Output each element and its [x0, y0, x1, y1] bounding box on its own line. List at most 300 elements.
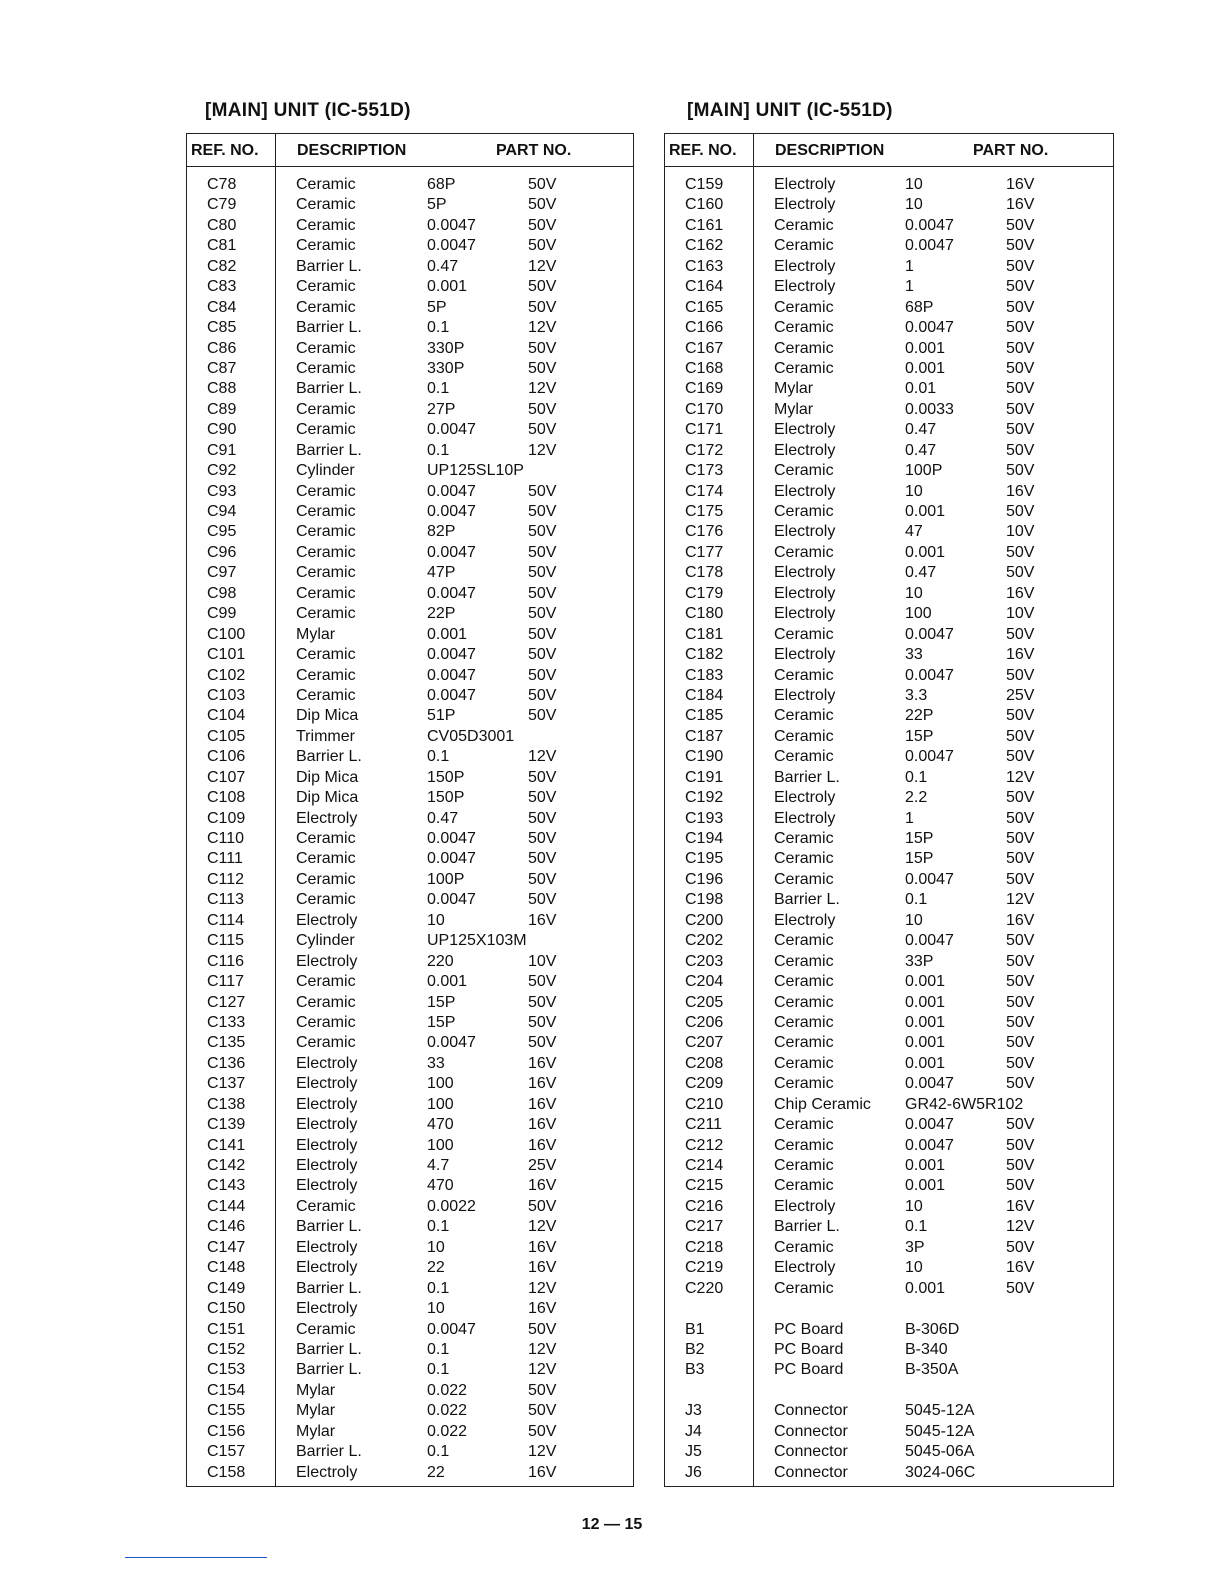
cell-description: Ceramic [296, 1197, 356, 1215]
cell-voltage: 50V [528, 686, 557, 704]
cell-value: 0.0047 [427, 686, 476, 704]
cell-value: 0.1 [427, 441, 450, 459]
cell-voltage: 50V [1006, 1034, 1035, 1052]
cell-voltage: 16V [528, 1177, 557, 1195]
cell-description: Electroly [774, 789, 836, 807]
table-row [187, 1258, 633, 1278]
cell-ref-no: C80 [207, 216, 237, 234]
cell-ref-no: C95 [207, 523, 237, 541]
cell-value: 68P [905, 298, 934, 316]
cell-description: Ceramic [774, 462, 834, 480]
cell-ref-no: C112 [207, 870, 245, 888]
cell-ref-no: C219 [685, 1259, 724, 1277]
table-row [187, 1074, 633, 1094]
cell-voltage: 50V [528, 1381, 557, 1399]
right-header-ref: REF. NO. [669, 142, 737, 159]
table-row [665, 931, 1113, 951]
table-row [187, 952, 633, 972]
cell-ref-no: C97 [207, 564, 237, 582]
cell-voltage: 50V [1006, 319, 1035, 337]
cell-value: 0.0047 [427, 666, 476, 684]
cell-value: 0.0047 [427, 891, 476, 909]
cell-voltage: 16V [528, 1300, 557, 1318]
cell-value: 5P [427, 298, 447, 316]
cell-ref-no: C207 [685, 1034, 724, 1052]
cell-description: Ceramic [296, 1013, 356, 1031]
cell-description: Electroly [774, 686, 836, 704]
cell-voltage: 50V [528, 809, 557, 827]
cell-value: 22 [427, 1259, 445, 1277]
cell-ref-no: J3 [685, 1402, 702, 1420]
cell-voltage: 16V [1006, 646, 1035, 664]
cell-description: Ceramic [296, 278, 356, 296]
table-row [187, 706, 633, 726]
cell-description: Electroly [296, 1259, 358, 1277]
cell-description: Ceramic [774, 1136, 834, 1154]
cell-value: 0.001 [905, 993, 946, 1011]
cell-value: 33 [427, 1054, 445, 1072]
table-row [665, 1136, 1113, 1156]
cell-ref-no: C113 [207, 891, 245, 909]
cell-description: PC Board [774, 1320, 844, 1338]
cell-ref-no: C208 [685, 1054, 724, 1072]
table-row [187, 666, 633, 686]
table-row [187, 1381, 633, 1401]
right-table-body [665, 175, 1113, 1483]
table-row [187, 1360, 633, 1380]
table-row [665, 175, 1113, 195]
cell-value: 0.001 [905, 973, 946, 991]
cell-value: 0.022 [427, 1402, 468, 1420]
cell-ref-no: C192 [685, 789, 724, 807]
cell-value: 0.0047 [427, 584, 476, 602]
cell-ref-no: C99 [207, 605, 237, 623]
cell-description: Electroly [296, 1054, 358, 1072]
table-row [665, 1217, 1113, 1237]
cell-ref-no: C150 [207, 1300, 246, 1318]
cell-voltage: 50V [528, 768, 557, 786]
cell-description: Barrier L. [296, 319, 362, 337]
cell-voltage: 16V [1006, 176, 1035, 193]
cell-ref-no: C138 [207, 1095, 246, 1113]
cell-voltage: 16V [1006, 584, 1035, 602]
cell-ref-no: C151 [207, 1320, 246, 1338]
cell-description: Ceramic [774, 1013, 834, 1031]
cell-voltage: 50V [528, 503, 557, 520]
cell-ref-no: B2 [685, 1340, 705, 1358]
cell-description: Ceramic [296, 543, 356, 561]
cell-value: 0.1 [427, 1279, 450, 1297]
cell-value: 1 [905, 278, 914, 296]
cell-description: Electroly [296, 911, 358, 929]
cell-ref-no: C147 [207, 1238, 246, 1256]
cell-ref-no: C104 [207, 707, 246, 725]
cell-ref-no: C167 [685, 339, 724, 357]
cell-value: 15P [905, 830, 934, 847]
cell-value: 0.47 [905, 564, 937, 582]
cell-description: Mylar [296, 1381, 336, 1399]
cell-ref-no: C91 [207, 441, 237, 459]
cell-value: 3024-06C [905, 1463, 976, 1481]
table-row [665, 216, 1113, 236]
cell-description: Ceramic [774, 1116, 834, 1134]
cell-value: 10 [905, 1259, 923, 1277]
cell-description: Electroly [774, 257, 836, 275]
cell-value: 15P [427, 1013, 456, 1031]
table-row [665, 768, 1113, 788]
cell-ref-no: C79 [207, 196, 237, 214]
cell-description: Ceramic [774, 503, 834, 520]
cell-description: Electroly [296, 809, 358, 827]
table-row [187, 1299, 633, 1319]
cell-voltage: 16V [528, 1463, 557, 1481]
cell-description: Ceramic [296, 830, 356, 847]
cell-value: 10 [905, 482, 923, 500]
cell-value: 3P [905, 1238, 925, 1256]
left-table-body [187, 175, 633, 1483]
cell-voltage: 50V [1006, 932, 1035, 950]
cell-description: Ceramic [774, 1177, 834, 1195]
cell-description: Electroly [296, 1095, 358, 1113]
cell-value: 0.1 [427, 1218, 450, 1236]
cell-ref-no: C220 [685, 1279, 724, 1297]
cell-voltage: 10V [1006, 605, 1035, 623]
cell-description: Barrier L. [296, 1443, 362, 1461]
cell-value: 0.0047 [905, 625, 954, 643]
cell-ref-no: C116 [207, 952, 245, 970]
table-row [665, 788, 1113, 808]
cell-voltage: 50V [528, 830, 557, 847]
cell-description: Barrier L. [774, 768, 840, 786]
cell-ref-no: C149 [207, 1279, 246, 1297]
cell-value: 100P [905, 462, 943, 480]
cell-ref-no: C157 [207, 1443, 246, 1461]
table-row [187, 1197, 633, 1217]
cell-description: Ceramic [296, 237, 356, 255]
cell-description: Ceramic [774, 830, 834, 847]
cell-description: Ceramic [774, 1034, 834, 1052]
cell-value: 0.0047 [905, 237, 954, 255]
cell-voltage: 10V [1006, 523, 1035, 541]
cell-description: Barrier L. [296, 380, 362, 398]
cell-description: Ceramic [774, 666, 834, 684]
cell-description: Ceramic [296, 891, 356, 909]
cell-value: B-350A [905, 1361, 959, 1379]
cell-voltage: 50V [1006, 462, 1035, 480]
cell-value: 0.0047 [427, 1320, 476, 1338]
cell-voltage: 50V [1006, 237, 1035, 255]
table-row [665, 1013, 1113, 1033]
cell-value: 0.001 [905, 1054, 946, 1072]
table-row [665, 849, 1113, 869]
cell-voltage: 50V [1006, 789, 1035, 807]
table-row [665, 1401, 1113, 1421]
cell-voltage: 50V [528, 584, 557, 602]
cell-value: 33 [905, 646, 923, 664]
cell-ref-no: C165 [685, 298, 724, 316]
cell-ref-no: C218 [685, 1238, 724, 1256]
cell-ref-no: C173 [685, 462, 724, 480]
cell-description: PC Board [774, 1340, 844, 1358]
cell-value: 0.0047 [427, 503, 476, 520]
cell-description: Ceramic [296, 503, 356, 520]
table-row [665, 972, 1113, 992]
cell-description: Ceramic [296, 973, 356, 991]
cell-voltage: 12V [528, 319, 557, 337]
cell-ref-no: C187 [685, 727, 724, 745]
cell-voltage: 12V [528, 1218, 557, 1236]
cell-voltage: 50V [1006, 1177, 1035, 1195]
cell-ref-no: C148 [207, 1259, 246, 1277]
table-row [187, 236, 633, 256]
cell-ref-no: C78 [207, 176, 237, 193]
cell-description: Ceramic [774, 1075, 834, 1093]
cell-value: 0.0047 [905, 748, 954, 766]
cell-ref-no: C144 [207, 1197, 246, 1215]
cell-voltage: 16V [1006, 482, 1035, 500]
cell-value: UP125SL10P [427, 462, 524, 480]
cell-voltage: 50V [528, 1422, 557, 1440]
cell-value: 10 [905, 1197, 923, 1215]
cell-ref-no: C86 [207, 339, 237, 357]
cell-ref-no: C115 [207, 932, 245, 950]
cell-ref-no: C195 [685, 850, 724, 868]
cell-ref-no: J6 [685, 1463, 702, 1481]
cell-ref-no: C170 [685, 400, 724, 418]
cell-value: 0.0047 [905, 666, 954, 684]
table-row [187, 563, 633, 583]
left-unit-title: [MAIN] UNIT (IC-551D) [205, 100, 411, 121]
table-row [665, 1197, 1113, 1217]
cell-description: Electroly [774, 646, 836, 664]
cell-ref-no: C174 [685, 482, 724, 500]
cell-ref-no: C212 [685, 1136, 724, 1154]
table-row [187, 890, 633, 910]
cell-voltage: 50V [1006, 298, 1035, 316]
table-row [665, 318, 1113, 338]
cell-description: Electroly [296, 1300, 358, 1318]
table-row [187, 1238, 633, 1258]
cell-description: Ceramic [296, 666, 356, 684]
cell-value: 0.001 [427, 625, 468, 643]
table-row [187, 522, 633, 542]
table-row [665, 1115, 1113, 1135]
cell-description: Mylar [296, 625, 336, 643]
cell-description: Ceramic [774, 319, 834, 337]
cell-value: 10 [905, 911, 923, 929]
table-row [187, 768, 633, 788]
cell-value: 0.0047 [427, 421, 476, 439]
cell-value: 1 [905, 809, 914, 827]
table-row [665, 420, 1113, 440]
table-row [187, 400, 633, 420]
right-parts-table [664, 133, 1114, 1487]
cell-ref-no: C90 [207, 421, 237, 439]
cell-value: 1 [905, 257, 914, 275]
cell-description: Ceramic [774, 870, 834, 888]
cell-value: 0.001 [905, 1177, 946, 1195]
cell-voltage: 12V [528, 380, 557, 398]
cell-voltage: 50V [1006, 973, 1035, 991]
cell-voltage: 12V [1006, 891, 1035, 909]
cell-description: Electroly [774, 278, 836, 296]
cell-value: GR42-6W5R102 [905, 1095, 1024, 1113]
cell-ref-no: C83 [207, 278, 237, 296]
cell-description: Barrier L. [296, 748, 362, 766]
table-row [665, 298, 1113, 318]
cell-value: 0.1 [905, 1218, 928, 1236]
cell-value: 100 [427, 1075, 454, 1093]
table-row [187, 809, 633, 829]
cell-ref-no: C155 [207, 1402, 246, 1420]
cell-description: Ceramic [296, 850, 356, 868]
table-row [187, 543, 633, 563]
cell-ref-no: B1 [685, 1320, 705, 1338]
cell-description: Cylinder [296, 932, 355, 950]
cell-voltage: 50V [1006, 216, 1035, 234]
cell-value: 0.001 [905, 1013, 946, 1031]
cell-description: Ceramic [774, 1279, 834, 1297]
cell-ref-no: C106 [207, 748, 246, 766]
cell-ref-no: C137 [207, 1075, 246, 1093]
cell-value: 100 [427, 1136, 454, 1154]
cell-ref-no: C205 [685, 993, 724, 1011]
cell-voltage: 12V [528, 1340, 557, 1358]
cell-ref-no: C164 [685, 278, 724, 296]
cell-value: B-340 [905, 1340, 948, 1358]
cell-value: 0.001 [905, 1034, 946, 1052]
cell-value: 0.0047 [427, 850, 476, 868]
cell-description: Ceramic [296, 564, 356, 582]
cell-voltage: 16V [528, 1054, 557, 1072]
table-row [665, 829, 1113, 849]
table-row [665, 195, 1113, 215]
cell-value: 470 [427, 1116, 454, 1134]
cell-voltage: 50V [1006, 707, 1035, 725]
cell-voltage: 12V [528, 748, 557, 766]
cell-description: Ceramic [296, 421, 356, 439]
cell-description: Ceramic [296, 870, 356, 888]
cell-value: 0.1 [427, 1443, 450, 1461]
cell-value: 68P [427, 176, 456, 193]
cell-voltage: 50V [528, 298, 557, 316]
cell-ref-no: C175 [685, 503, 724, 520]
table-row [665, 747, 1113, 767]
cell-ref-no: C191 [685, 768, 724, 786]
table-row [187, 747, 633, 767]
table-row [187, 1320, 633, 1340]
cell-voltage: 50V [528, 1402, 557, 1420]
cell-description: Connector [774, 1422, 848, 1440]
cell-description: Ceramic [296, 176, 356, 193]
cell-description: Chip Ceramic [774, 1095, 871, 1113]
table-row [665, 1320, 1113, 1340]
cell-voltage: 50V [1006, 993, 1035, 1011]
table-row [665, 645, 1113, 665]
cell-description: Ceramic [296, 605, 356, 623]
cell-ref-no: C102 [207, 666, 246, 684]
cell-value: 22 [427, 1463, 445, 1481]
cell-description: Cylinder [296, 462, 355, 480]
cell-ref-no: C203 [685, 952, 724, 970]
cell-value: 2.2 [905, 789, 928, 807]
cell-value: 330P [427, 339, 465, 357]
cell-voltage: 50V [1006, 748, 1035, 766]
cell-description: Ceramic [296, 400, 356, 418]
cell-ref-no: C101 [207, 646, 246, 664]
cell-description: Mylar [296, 1422, 336, 1440]
table-row [665, 236, 1113, 256]
table-row [665, 1156, 1113, 1176]
cell-value: 22P [905, 707, 934, 725]
table-row [187, 829, 633, 849]
table-row [665, 706, 1113, 726]
cell-value: 0.1 [905, 768, 928, 786]
cell-description: Electroly [296, 1238, 358, 1256]
cell-description: Electroly [774, 421, 836, 439]
page-number: 12 — 15 [581, 1516, 643, 1533]
table-row [187, 727, 633, 747]
cell-voltage: 16V [1006, 196, 1035, 214]
cell-description: Electroly [774, 911, 836, 929]
cell-description: Ceramic [774, 216, 834, 234]
cell-voltage: 50V [528, 523, 557, 541]
cell-voltage: 50V [1006, 503, 1035, 520]
cell-description: Ceramic [774, 1054, 834, 1072]
cell-ref-no: C89 [207, 400, 237, 418]
cell-value: 0.001 [905, 1279, 946, 1297]
cell-ref-no: C117 [207, 973, 245, 991]
table-row [665, 686, 1113, 706]
cell-description: Electroly [774, 1197, 836, 1215]
cell-ref-no: C82 [207, 257, 237, 275]
cell-ref-no: C198 [685, 891, 724, 909]
cell-voltage: 12V [528, 1443, 557, 1461]
cell-voltage: 50V [528, 278, 557, 296]
table-row [187, 298, 633, 318]
table-row [665, 400, 1113, 420]
cell-ref-no: C98 [207, 584, 237, 602]
cell-voltage: 50V [528, 870, 557, 888]
cell-voltage: 50V [1006, 830, 1035, 847]
cell-value: 0.0047 [905, 1075, 954, 1093]
table-row [187, 1422, 633, 1442]
right-header-part: PART NO. [973, 142, 1049, 159]
cell-description: Ceramic [296, 523, 356, 541]
table-row [187, 420, 633, 440]
cell-voltage: 50V [528, 421, 557, 439]
table-row [187, 195, 633, 215]
cell-ref-no: C158 [207, 1463, 246, 1481]
table-row [665, 1360, 1113, 1380]
cell-value: 0.47 [905, 421, 937, 439]
cell-value: 0.1 [905, 891, 928, 909]
cell-voltage: 50V [528, 237, 557, 255]
cell-description: Trimmer [296, 727, 355, 745]
cell-value: 15P [905, 727, 934, 745]
cell-value: 0.47 [905, 441, 937, 459]
cell-value: 27P [427, 400, 456, 418]
cell-description: Dip Mica [296, 789, 359, 807]
cell-value: 0.1 [427, 380, 450, 398]
cell-ref-no: C93 [207, 482, 237, 500]
cell-description: Barrier L. [296, 1340, 362, 1358]
cell-description: Ceramic [774, 932, 834, 950]
cell-ref-no: C196 [685, 870, 724, 888]
table-row [187, 441, 633, 461]
cell-value: 10 [905, 196, 923, 214]
table-row [665, 522, 1113, 542]
